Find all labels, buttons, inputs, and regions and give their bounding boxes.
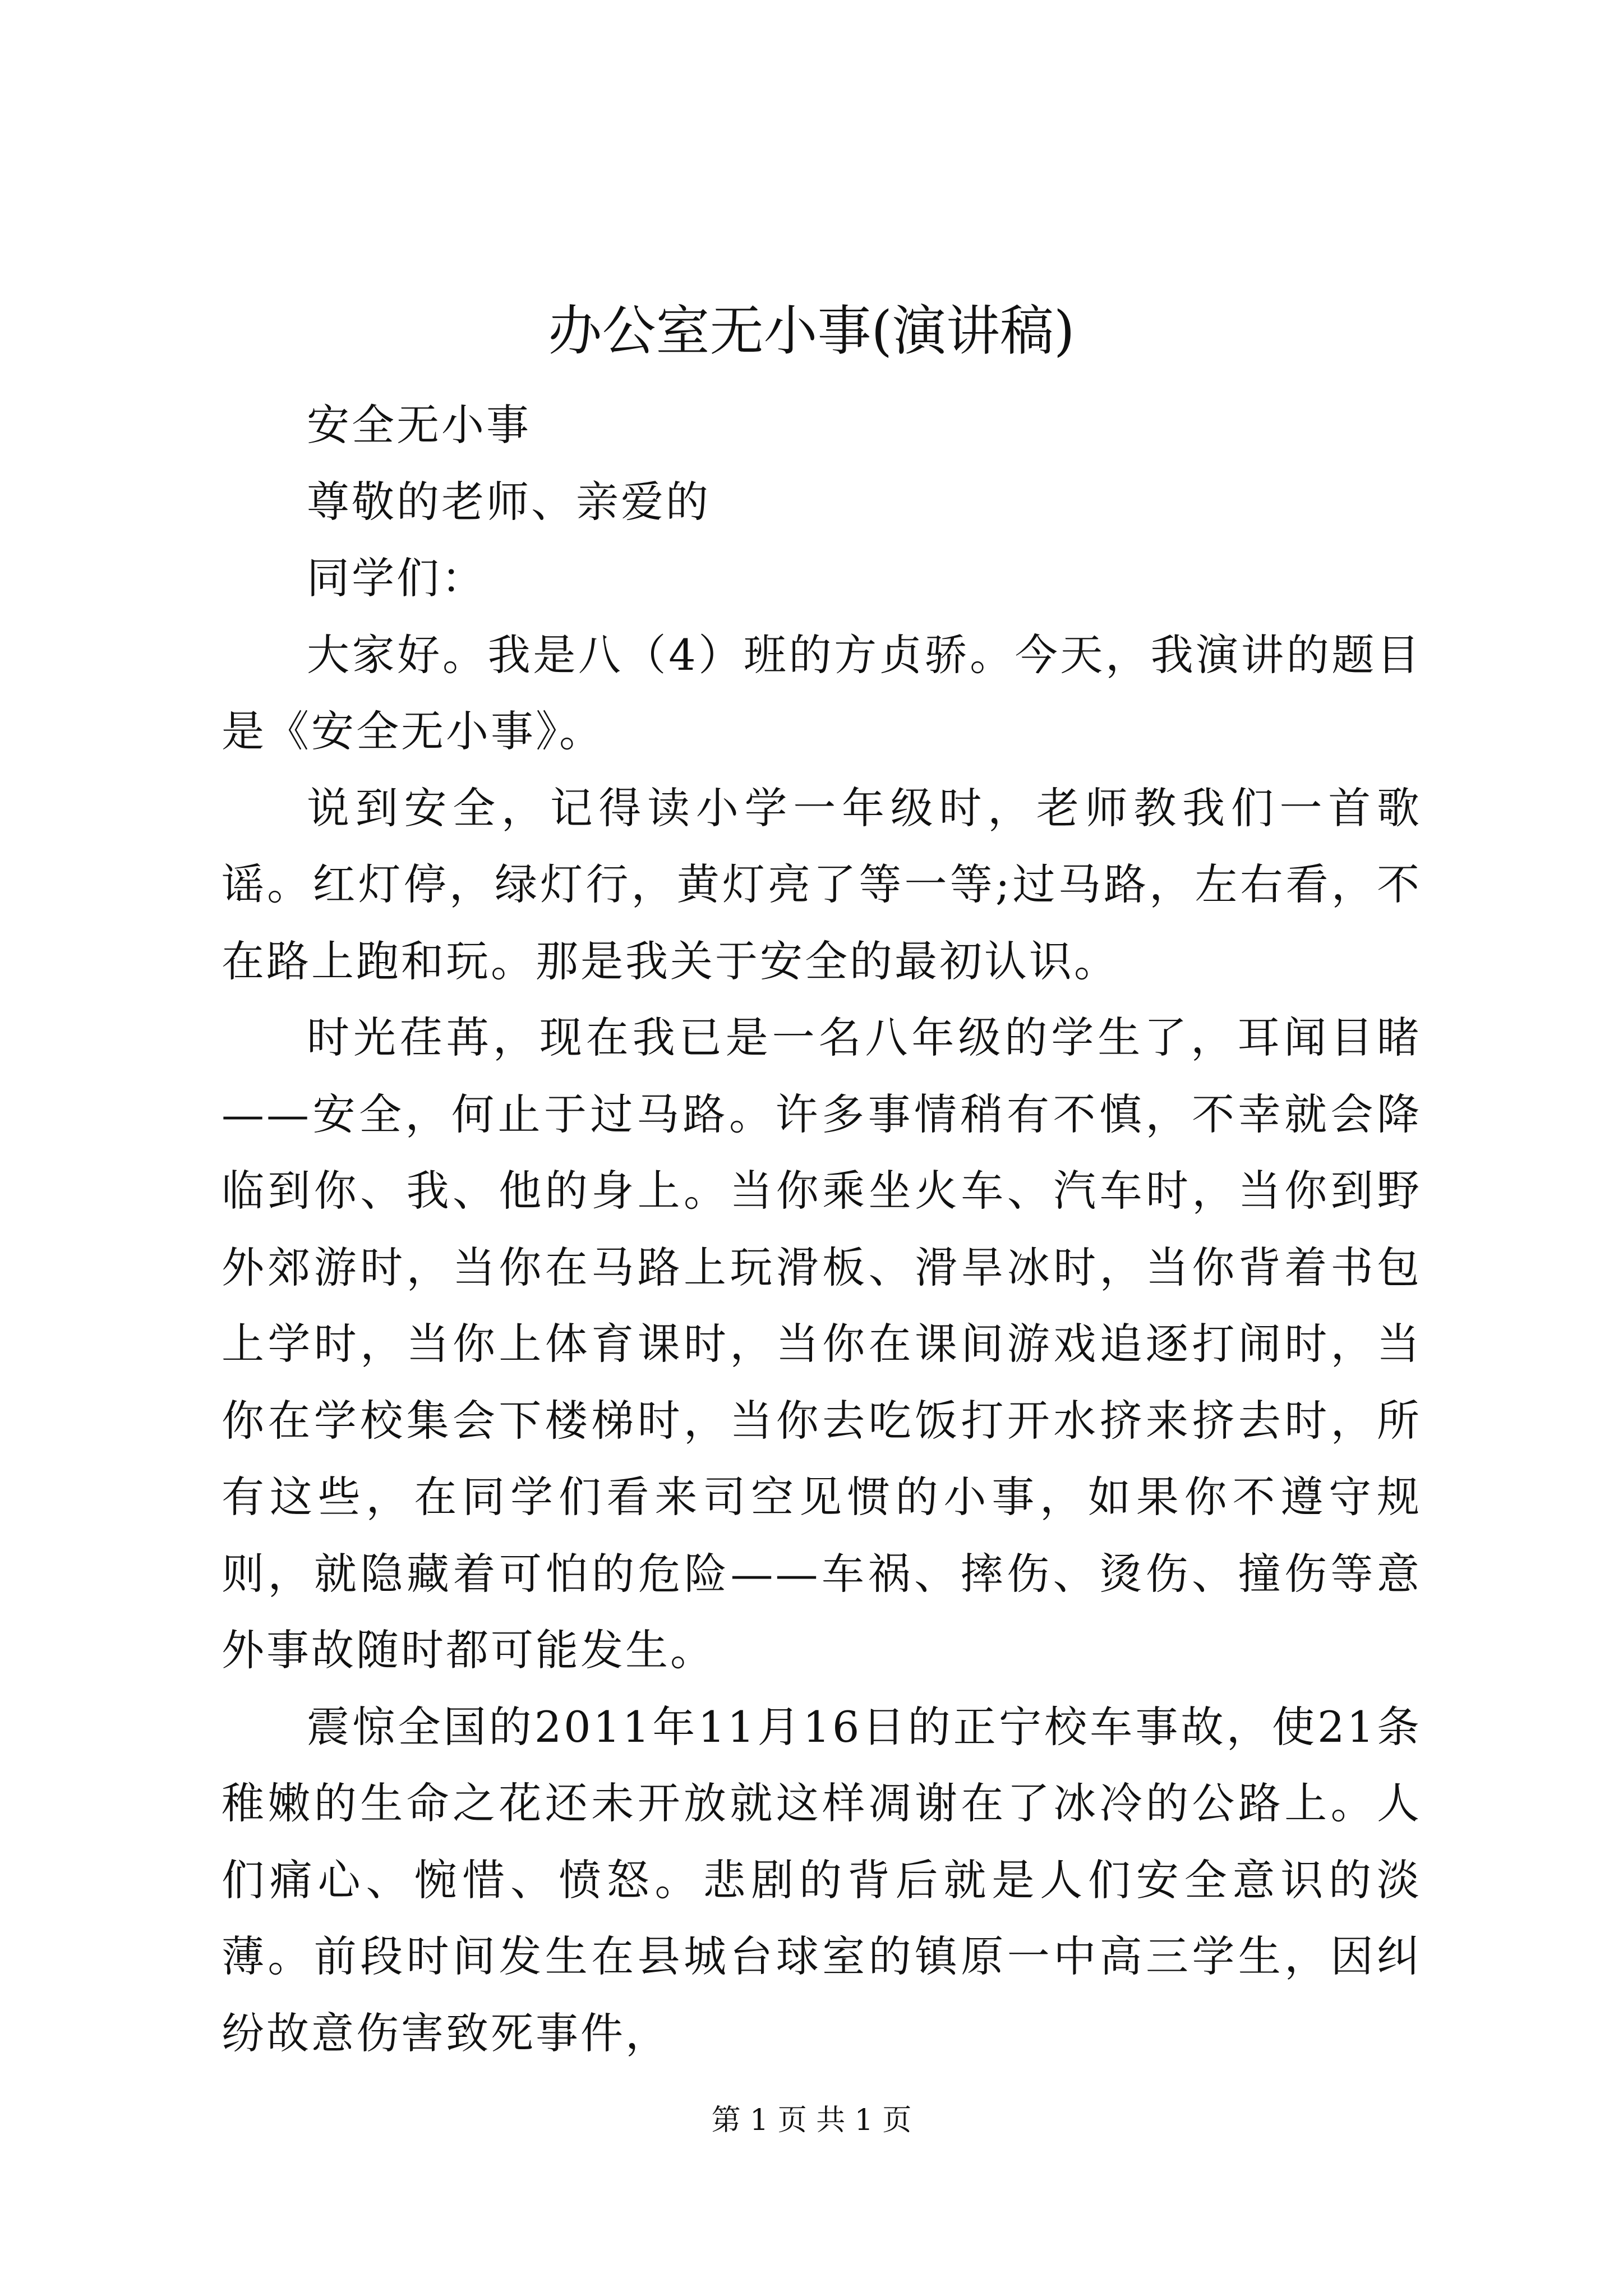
paragraph-dangers: 时光荏苒，现在我已是一名八年级的学生了，耳闻目睹——安全，何止于过马路。许多事情稍有不慎，不幸就会降临到你、我、他的身上。当你乘坐火车、汽车时，当你到野外郊游时，当你在马路上玩滑板、滑旱冰时，当你背着书包上学时，当你上体育课时，当你在课间游戏追逐打闹时，当你在学校集会下楼梯时，当你去吃饭打开水挤来挤去时，所有这些，在同学们看来司空见惯的小事，如果你不遵守规则，就隐藏着可怕的危险——车祸、摔伤、烫伤、撞伤等意外事故随时都可能发生。	[222, 1013, 1422, 1675]
document-body	[222, 387, 1422, 2072]
paragraph-subtitle: 安全无小事	[307, 400, 531, 450]
paragraph-salutation: 尊敬的老师、亲爱的	[307, 476, 711, 527]
document-title: 办公室无小事(演讲稿)	[548, 300, 1075, 362]
page-footer: 第 1 页 共 1 页	[711, 2104, 912, 2137]
paragraph-intro: 大家好。我是八（4）班的方贞骄。今天，我演讲的题目是《安全无小事》。	[222, 629, 1422, 756]
paragraph-accident: 震惊全国的2011年11月16日的正宁校车事故，使21条稚嫩的生命之花还未开放就这样凋谢在了冰冷的公路上。人们痛心、惋惜、愤怒。悲剧的背后就是人们安全意识的淡薄。前段时间发生在县城台球室的镇原一中高三学生，因纠纷故意伤害致死事件，	[222, 1701, 1422, 2058]
paragraph-salutation-cont: 同学们：	[307, 553, 486, 603]
paragraph-childhood: 说到安全，记得读小学一年级时，老师教我们一首歌谣。红灯停，绿灯行，黄灯亮了等一等;过马路，左右看，不在路上跑和玩。那是我关于安全的最初认识。	[222, 783, 1422, 986]
